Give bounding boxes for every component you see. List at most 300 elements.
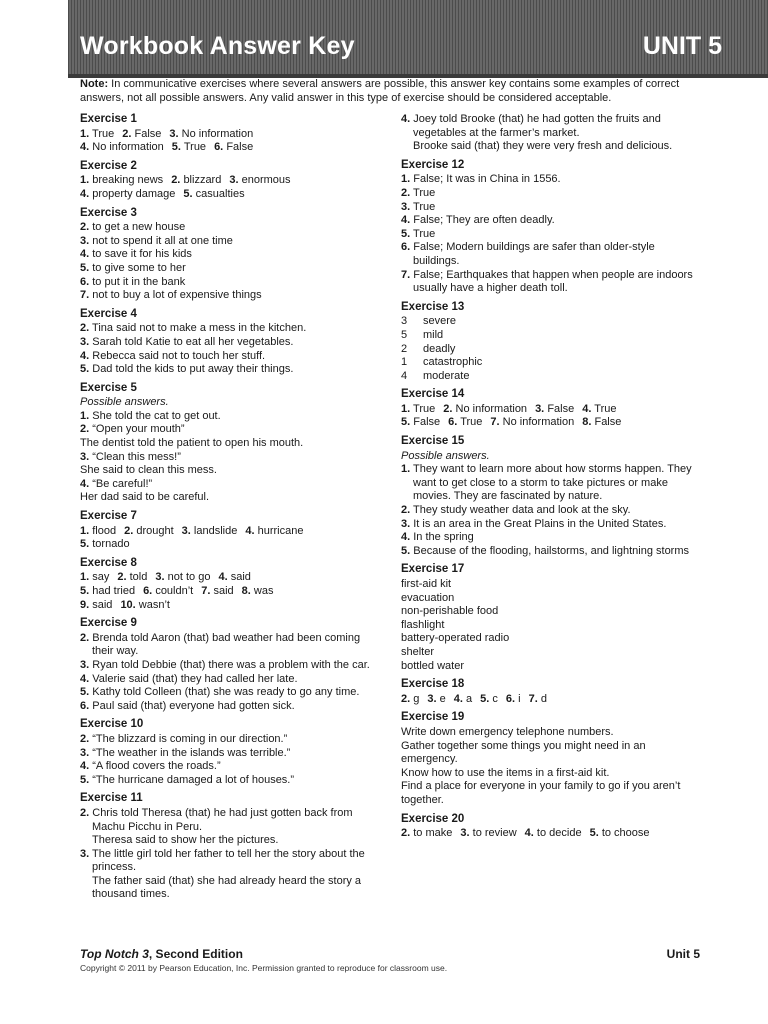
answer-number: 1.: [401, 402, 411, 415]
answer-item: [80, 451, 380, 465]
answer-text: d: [540, 692, 547, 705]
answer-text: Joey told Brooke (that) he had gotten the fruits and vegetables at the farmer’s market.: [413, 113, 661, 139]
exercise-17: [401, 563, 701, 673]
exercise-title: Exercise 15: [401, 435, 465, 448]
answer-pair: [443, 403, 527, 415]
answer-number: 7.: [401, 268, 411, 281]
answer-item: [80, 221, 380, 235]
answer-text: True: [413, 227, 436, 240]
answer-line: She said to clean this mess.: [80, 464, 217, 477]
answer-text: Valerie said (that) they had called her late.: [92, 672, 298, 685]
answer-number: 1.: [80, 174, 90, 187]
answer-text: to save it for his kids: [92, 248, 192, 261]
answer-line: Theresa said to show her the pictures.: [92, 834, 279, 847]
exercise-title: Exercise 4: [80, 307, 137, 320]
answer-pair: [529, 693, 547, 705]
answer-number: 3.: [535, 402, 545, 415]
answer-row: [80, 188, 380, 202]
answer-text: False; They are often deadly.: [413, 214, 555, 227]
answer-line: Brooke said (that) they were very fresh and delicious.: [413, 140, 673, 153]
answer-text: True: [460, 416, 483, 429]
answer-text: e: [439, 692, 446, 705]
answer-pair: [401, 416, 440, 428]
answer-text: casualties: [195, 187, 245, 200]
answer-pair: [182, 525, 238, 537]
answer-text: a: [466, 692, 473, 705]
exercise-13: [401, 301, 701, 384]
answer-number: 4.: [245, 524, 255, 537]
answer-pair: [506, 693, 521, 705]
answer-number: 5.: [401, 227, 411, 240]
answer-number: 4.: [453, 692, 463, 705]
answer-pair: [80, 188, 175, 200]
answer-pair: [525, 827, 582, 839]
answer-number: 5.: [480, 692, 490, 705]
answer-number: 5.: [80, 686, 90, 699]
answer-text: said: [92, 598, 113, 611]
answer-pair: [143, 585, 193, 597]
answer-number: 3.: [169, 127, 179, 140]
answer-pair: [80, 525, 116, 537]
exercise-14: [401, 388, 701, 430]
answer-text: severe: [423, 315, 457, 328]
answer-number: 3.: [80, 847, 90, 860]
footer-unit: Unit 5: [666, 947, 700, 961]
answer-pair: [80, 128, 114, 140]
answer-text: to review: [472, 827, 517, 840]
answer-pair: [80, 141, 164, 153]
answer-pair: [448, 416, 482, 428]
answer-number: 2: [401, 342, 408, 355]
answer-pair: [214, 141, 253, 153]
answer-pair: [201, 585, 233, 597]
answer-line: first-aid kit: [401, 578, 452, 590]
note-text: In communicative exercises where several answers are possible, this answer key contains some examples of correct answers, not all possible answers. Any valid answer in this type of exercise should be considered acceptable.: [80, 78, 680, 104]
answer-item: [80, 276, 380, 290]
answer-text: g: [413, 692, 420, 705]
answer-pair: [80, 538, 130, 550]
answer-text: “Open your mouth”: [92, 423, 185, 436]
answer-number: 3.: [229, 174, 239, 187]
answer-number: 2.: [80, 221, 90, 234]
answer-pair: [454, 693, 472, 705]
answer-text: No information: [92, 141, 164, 154]
answer-pair: [460, 827, 516, 839]
exercise-12: [401, 159, 701, 296]
answer-text: not to go: [167, 571, 211, 584]
header-banner: [68, 0, 768, 78]
answer-text: True: [413, 186, 436, 199]
answer-number: 4: [401, 369, 408, 382]
answer-pair: [401, 827, 452, 839]
answer-item: [80, 807, 380, 834]
exercise-subtitle: Possible answers.: [401, 449, 490, 462]
answer-item: [80, 673, 380, 687]
answer-item: [80, 322, 380, 336]
answer-text: to get a new house: [92, 221, 186, 234]
answer-number: 5.: [183, 187, 193, 200]
answer-number: 2.: [80, 322, 90, 335]
exercise-title: Exercise 13: [401, 300, 465, 313]
answer-item: [401, 343, 701, 357]
answer-text: say: [92, 571, 110, 584]
answer-text: False: [226, 141, 254, 154]
answer-text: hurricane: [257, 524, 304, 537]
answer-text: tornado: [92, 538, 130, 551]
answer-number: 2.: [171, 174, 181, 187]
answer-item: [401, 545, 701, 559]
answer-line: flashlight: [401, 618, 445, 631]
answer-text: Dad told the kids to put away their things.: [92, 363, 294, 376]
answer-number: 5.: [80, 773, 90, 786]
answer-text: Because of the flooding, hailstorms, and lightning storms: [413, 544, 690, 557]
answer-item: [80, 848, 380, 875]
exercise-title: Exercise 1: [80, 113, 137, 125]
answer-item: [401, 187, 701, 201]
answer-number: 2.: [401, 692, 411, 705]
answer-number: 3.: [80, 450, 90, 463]
answer-line: The dentist told the patient to open his mouth.: [80, 437, 304, 450]
exercise-5: [80, 382, 380, 505]
answer-number: 6.: [80, 699, 90, 712]
answer-text: to decide: [536, 827, 582, 840]
answer-number: 3.: [401, 200, 411, 213]
answer-number: 5.: [171, 141, 181, 154]
answer-number: 1.: [80, 409, 90, 422]
answer-number: 5.: [80, 261, 90, 274]
answer-pair: [427, 693, 445, 705]
answer-number: 8.: [582, 416, 592, 429]
answer-text: not to spend it all at one time: [92, 234, 233, 247]
answer-text: “The blizzard is coming in our direction.”: [92, 732, 288, 745]
answer-number: 3.: [460, 827, 470, 840]
answer-number: 4.: [80, 349, 90, 362]
page-title: Workbook Answer Key: [80, 32, 355, 60]
answer-number: 4.: [582, 402, 592, 415]
answer-text: told: [129, 571, 148, 584]
answer-number: 4.: [524, 827, 534, 840]
answer-text: True: [92, 127, 115, 140]
answer-text: drought: [136, 524, 174, 537]
answer-number: 7.: [80, 289, 90, 302]
answer-text: couldn’t: [155, 585, 194, 597]
answer-number: 2.: [80, 732, 90, 745]
answer-text: The little girl told her father to tell her the story about the princess.: [92, 847, 365, 874]
answer-pair: [590, 827, 650, 839]
answer-line: non-perishable food: [401, 605, 499, 618]
exercise-9: [80, 617, 380, 713]
answer-number: 5.: [80, 585, 90, 597]
answer-pair: [229, 174, 290, 186]
answer-text: landslide: [193, 524, 238, 537]
answer-number: 6.: [143, 585, 153, 597]
answer-text: i: [518, 692, 521, 705]
answer-number: 2.: [401, 827, 411, 840]
answer-number: 4.: [218, 571, 228, 584]
left-column: [80, 113, 380, 907]
answer-text: “Be careful!”: [92, 477, 153, 490]
answer-item: [80, 235, 380, 249]
exercise-title: Exercise 18: [401, 678, 465, 691]
answer-pair: [242, 585, 274, 597]
answer-text: was: [253, 585, 274, 597]
unit-label: UNIT 5: [642, 32, 722, 60]
answer-number: 1.: [80, 127, 90, 140]
answer-item: [80, 760, 380, 774]
exercise-subtitle: Possible answers.: [80, 396, 169, 409]
answer-text: had tried: [92, 585, 136, 597]
exercise-11-continued: [401, 113, 701, 154]
exercise-title: Exercise 14: [401, 388, 465, 401]
answer-row: [401, 416, 701, 430]
footer-book-title: [80, 947, 243, 961]
answer-item: [401, 463, 701, 504]
answer-pair: [155, 571, 210, 583]
answer-number: 4.: [80, 248, 90, 261]
answer-text: They want to learn more about how storms happen. They want to get close to a storm to take pictures or make movies. They are fascinated by nature.: [413, 463, 692, 503]
answer-number: 2.: [80, 631, 90, 644]
answer-number: 2.: [80, 423, 90, 436]
answer-text: mild: [423, 328, 444, 341]
answer-item: [401, 315, 701, 329]
exercise-title: Exercise 9: [80, 617, 137, 630]
answer-number: 2.: [401, 186, 411, 199]
answer-number: 7.: [528, 692, 538, 705]
answer-number: 7.: [490, 416, 500, 429]
answer-number: 5.: [401, 544, 411, 557]
answer-text: Kathy told Colleen (that) she was ready to go any time.: [92, 686, 360, 699]
answer-number: 2.: [443, 402, 453, 415]
answer-text: “A flood covers the roads.”: [92, 760, 221, 773]
answer-number: 6.: [448, 416, 458, 429]
answer-text: False: [594, 416, 622, 429]
answer-text: blizzard: [183, 174, 222, 187]
answer-pair: [480, 693, 498, 705]
answer-pair: [490, 416, 574, 428]
answer-number: 5.: [80, 363, 90, 376]
answer-text: wasn’t: [138, 598, 170, 611]
answer-item: [80, 336, 380, 350]
answer-pair: [183, 188, 244, 200]
answer-number: 3.: [427, 692, 437, 705]
answer-text: to choose: [601, 827, 650, 840]
answer-item: [80, 289, 380, 303]
answer-item: [401, 214, 701, 228]
answer-line: battery-operated radio: [401, 632, 510, 645]
answer-number: 2.: [80, 806, 90, 819]
answer-row: [80, 174, 380, 188]
answer-item: [80, 774, 380, 788]
answer-pair: [120, 599, 170, 611]
answer-item: [80, 423, 380, 437]
answer-number: 4.: [401, 113, 411, 125]
exercise-18: [401, 678, 701, 706]
answer-item: [401, 228, 701, 242]
answer-line: The father said (that) she had already heard the story a thousand times.: [92, 874, 362, 901]
answer-number: 1: [401, 356, 408, 369]
answer-row: [80, 571, 380, 585]
answer-item: [80, 478, 380, 492]
answer-number: 1.: [401, 173, 411, 186]
answer-number: 3.: [401, 517, 411, 530]
answer-text: True: [413, 402, 436, 415]
answer-item: [401, 370, 701, 384]
exercise-title: Exercise 7: [80, 510, 137, 523]
answer-item: [80, 686, 380, 700]
exercise-19: [401, 711, 701, 807]
answer-item: [80, 632, 380, 659]
answer-pair: [124, 525, 174, 537]
answer-item: [80, 350, 380, 364]
answer-number: 9.: [80, 598, 90, 611]
exercise-title: Exercise 12: [401, 158, 465, 171]
answer-number: 2.: [117, 571, 127, 584]
answer-text: No information: [455, 402, 528, 415]
answer-number: 5.: [401, 416, 411, 429]
answer-pair: [80, 174, 163, 186]
answer-number: 3.: [80, 658, 90, 671]
answer-text: not to buy a lot of expensive things: [92, 289, 262, 302]
answer-line: bottled water: [401, 659, 464, 672]
answer-row: [80, 141, 380, 155]
answer-item: [401, 518, 701, 532]
answer-line: Her dad said to be careful.: [80, 491, 210, 504]
answer-text: breaking news: [92, 174, 164, 187]
answer-line: Gather together some things you might need in an emergency.: [401, 739, 646, 766]
answer-text: “Clean this mess!”: [92, 450, 181, 463]
answer-text: Sarah told Katie to eat all her vegetables.: [92, 335, 294, 348]
answer-item: [80, 363, 380, 377]
answer-number: 4.: [401, 214, 411, 227]
answer-pair: [80, 585, 135, 597]
answer-text: No information: [502, 416, 575, 429]
answer-item: [80, 410, 380, 424]
answer-number: 1.: [401, 463, 411, 476]
answer-pair: [122, 128, 161, 140]
answer-pair: [582, 416, 621, 428]
answer-line: Find a place for everyone in your family to go if you aren’t together.: [401, 780, 681, 806]
answer-text: “The hurricane damaged a lot of houses.”: [92, 773, 295, 786]
answer-text: Chris told Theresa (that) he had just gotten back from Machu Picchu in Peru.: [92, 806, 353, 833]
answer-text: Rebecca said not to touch her stuff.: [92, 349, 266, 362]
answer-line: shelter: [401, 645, 435, 658]
answer-item: [80, 700, 380, 714]
answer-text: False; It was in China in 1556.: [413, 173, 561, 186]
answer-text: Paul said (that) everyone had gotten sick.: [92, 699, 295, 712]
answer-item: [80, 248, 380, 262]
copyright-text: Copyright © 2011 by Pearson Education, Inc. Permission granted to reproduce for classroom use.: [80, 963, 448, 973]
answer-text: c: [492, 692, 498, 705]
answer-text: to put it in the bank: [92, 275, 186, 288]
answer-number: 4.: [80, 477, 90, 490]
answer-pair: [80, 571, 109, 583]
answer-item: [80, 262, 380, 276]
answer-number: 3.: [181, 524, 191, 537]
answer-number: 4.: [80, 672, 90, 685]
answer-number: 6.: [80, 275, 90, 288]
answer-row: [401, 693, 701, 707]
exercise-title: Exercise 19: [401, 711, 465, 724]
answer-number: 6.: [214, 141, 224, 154]
answer-text: Tina said not to make a mess in the kitchen.: [92, 322, 307, 335]
exercise-title: Exercise 8: [80, 556, 137, 569]
answer-number: 3.: [80, 335, 90, 348]
exercise-2: [80, 160, 380, 202]
answer-number: 4.: [80, 187, 90, 200]
answer-pair: [401, 403, 435, 415]
answer-item: [80, 747, 380, 761]
exercise-title: Exercise 3: [80, 206, 137, 219]
answer-text: said: [230, 571, 251, 584]
answer-text: No information: [181, 127, 254, 140]
answer-number: 3.: [80, 234, 90, 247]
answer-pair: [218, 571, 250, 583]
answer-text: said: [213, 585, 234, 597]
answer-text: flood: [92, 524, 117, 537]
answer-number: 6.: [505, 692, 516, 705]
exercise-1: [80, 113, 380, 155]
answer-item: [401, 329, 701, 343]
answer-pair: [117, 571, 147, 583]
answer-number: 1.: [80, 524, 90, 537]
answer-item: [80, 659, 380, 673]
exercise-15: [401, 435, 701, 558]
answer-pair: [245, 525, 303, 537]
answer-text: “The weather in the islands was terrible.”: [92, 746, 291, 759]
answer-row: [401, 827, 701, 841]
answer-text: catastrophic: [423, 356, 483, 369]
answer-line: Know how to use the items in a first-aid kit.: [401, 766, 610, 779]
exercise-title: Exercise 11: [80, 792, 143, 805]
exercise-title: Exercise 20: [401, 812, 465, 825]
answer-pair: [535, 403, 574, 415]
exercise-8: [80, 557, 380, 612]
answer-line: Write down emergency telephone numbers.: [401, 725, 614, 738]
answer-text: True: [183, 141, 207, 154]
answer-text: to give some to her: [92, 261, 186, 274]
answer-text: moderate: [423, 369, 470, 382]
answer-number: 2.: [401, 504, 411, 517]
answer-item: [401, 269, 701, 296]
answer-text: Brenda told Aaron (that) bad weather had been coming their way.: [92, 631, 361, 658]
answer-text: They study weather data and look at the sky.: [413, 504, 631, 517]
answer-pair: [172, 141, 206, 153]
answer-text: She told the cat to get out.: [92, 409, 221, 422]
answer-pair: [171, 174, 221, 186]
answer-number: 4.: [80, 141, 90, 154]
answer-pair: [401, 693, 419, 705]
answer-row: [401, 403, 701, 417]
answer-text: False: [547, 402, 575, 415]
book-name: Top Notch 3: [80, 947, 149, 961]
book-edition: , Second Edition: [148, 947, 243, 961]
answer-number: 5: [401, 328, 408, 341]
answer-text: enormous: [241, 174, 291, 187]
answer-pair: [169, 128, 253, 140]
answer-pair: [582, 403, 616, 415]
answer-number: 5.: [589, 827, 599, 840]
answer-number: 5.: [80, 538, 90, 551]
answer-line: evacuation: [401, 591, 455, 604]
answer-text: deadly: [423, 342, 456, 355]
exercise-7: [80, 510, 380, 552]
answer-number: 8.: [241, 585, 251, 597]
answer-row: [80, 538, 380, 552]
answer-row: [80, 128, 380, 142]
answer-item: [401, 113, 701, 140]
answer-row: [80, 585, 380, 599]
answer-text: to make: [413, 827, 453, 840]
